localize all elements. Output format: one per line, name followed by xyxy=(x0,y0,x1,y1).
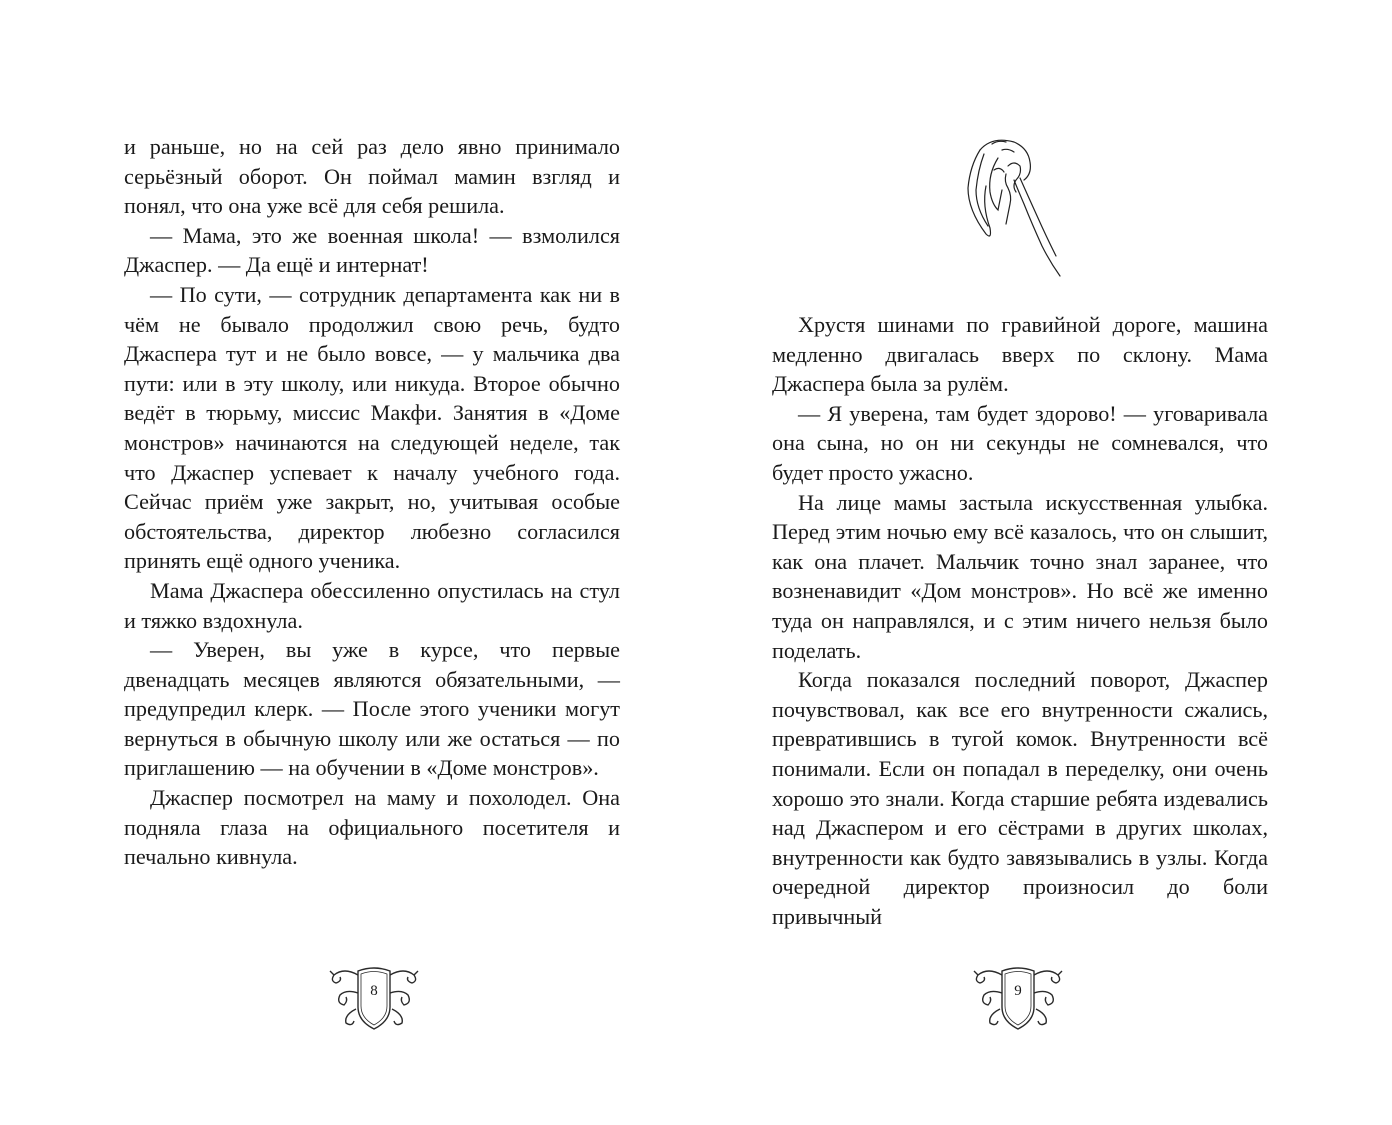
page-number: 8 xyxy=(370,983,378,999)
paragraph: — Мама, это же военная школа! — взмолился Джаспер. — Да ещё и интернат! xyxy=(124,222,620,278)
paragraph: Хрустя шинами по гравийной дороге, машина медленно двигалась вверх по склону. Мама Джаспера была за рулём. xyxy=(772,312,1268,397)
page-number-crest xyxy=(970,963,1066,1033)
left-page-text xyxy=(124,132,620,872)
paragraph: и раньше, но на сей раз дело явно принимало серьёзный оборот. Он поймал мамин взгляд и понял, что она уже всё для себя решила. xyxy=(124,134,620,219)
paragraph: — Уверен, вы уже в курсе, что первые двенадцать месяцев являются обязательными, — предупредил клерк. — После этого ученики могут вернуться в обычную школу или же остаться — по приглашению — на обучении в «Доме монстров». xyxy=(124,637,620,781)
paragraph: — По сути, — сотрудник департамента как ни в чём не бывало продолжил свою речь, будто Джаспера тут и не было вовсе, — у мальчика два пути: или в эту школу, или никуда. Второе обычно ведёт в тюрьму, миссис Макфи. Занятия в «Доме монстров» начинаются на следующей неделе, так что Джаспер успевает к началу учебного года. Сейчас приём уже закрыт, но, учитывая особые обстоятельства, директор любезно согласился принять ещё одного ученика. xyxy=(124,281,620,574)
paragraph: Когда показался последний поворот, Джаспер почувствовал, как все его внутренности сжались, превратившись в тугой комок. Внутренности всё понимали. Если он попадал в переделку, они очень хорошо это знали. Когда старшие ребята издевались над Джаспером и его сёстрами в других школах, внутренности как будто завязывались в узлы. Когда очередной директор произносил до боли привычный xyxy=(772,667,1268,929)
paragraph: Мама Джаспера обессиленно опустилась на стул и тяжко вздохнула. xyxy=(124,577,620,633)
paragraph: Джаспер посмотрел на маму и похолодел. Она подняла глаза на официального посетителя и печально кивнула. xyxy=(124,785,620,870)
page-number-crest xyxy=(326,963,422,1033)
page-number: 9 xyxy=(1014,983,1022,999)
claw-sketch-icon xyxy=(958,130,1070,280)
right-page xyxy=(696,0,1392,1125)
paragraph: На лице мамы застыла искусственная улыбка. Перед этим ночью ему всё казалось, что он слышит, как она плачет. Мальчик точно знал заранее, что возненавидит «Дом монстров». Но всё же именно туда он направлялся, и с этим ничего нельзя было поделать. xyxy=(772,489,1268,663)
paragraph: — Я уверена, там будет здорово! — уговаривала она сына, но он ни секунды не сомневался, что будет просто ужасно. xyxy=(772,400,1268,485)
right-page-text xyxy=(772,310,1268,931)
